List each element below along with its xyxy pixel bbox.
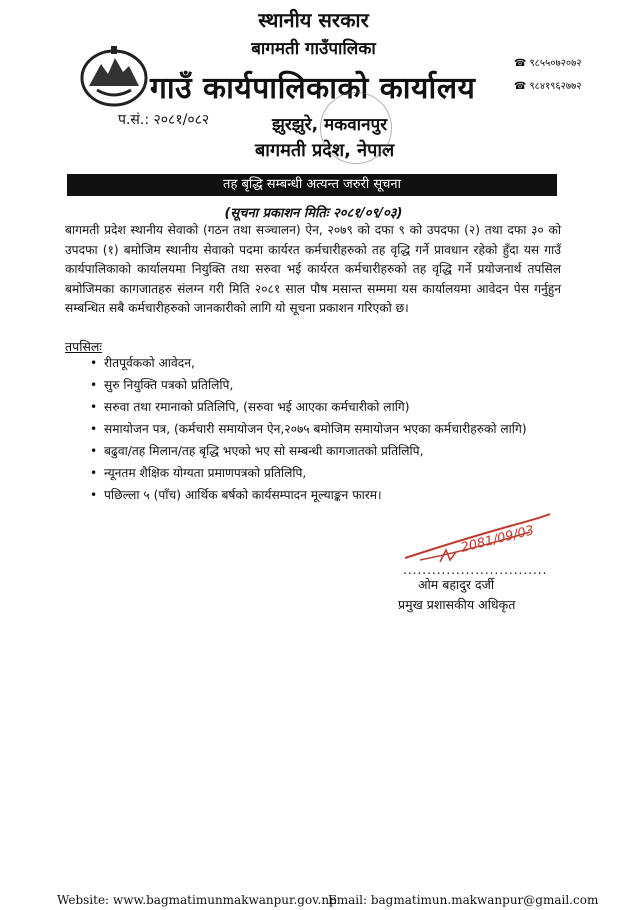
notice-body: बागमती प्रदेश स्थानीय सेवाको (गठन तथा सञ्चालन) ऐन, २०७९ को दफा ९ को उपदफा (२) तथा दफा ३० को उपदफा (१) बमोजिम स्थानीय सेवाको पदमा कार्यरत कर्मचारीहरुको तह वृद्धि गर्ने प्रावधान रहेको हुँदा यस गाउँ कार्यपालिकाको कार्यालयमा नियुक्ति तथा सरुवा भई कार्यरत कर्मचारीहरुको तह वृद्धि गर्ने प्रयोजनार्थ तपसिल बमोजिमका कागजातहरु संलग्न गरी मिति २०८१ साल पौष मसान्त सम्ममा यस कार्यालयमा आवेदन पेस गर्नुहुन सम्बन्धित सबै कर्मचारीहरुको जानकारीको लागि यो सूचना प्रकाशन गरिएको छ। <box>65 223 561 315</box>
official-stamp <box>320 92 392 164</box>
reference-number: प.सं.: २०८१/०८२ <box>118 112 210 128</box>
phone-icon: ☎ <box>514 58 527 69</box>
signature-line: .............................. <box>403 563 548 577</box>
signer-title: प्रमुख प्रशासकीय अधिकृत <box>398 597 516 612</box>
office-title: गाउँ कार्यपालिकाको कार्यालय <box>150 71 476 106</box>
document-list <box>90 352 527 506</box>
list-item: • बढुवा/तह मिलान/तह बृद्धि भएको भए सो सम्बन्धी कागजातको प्रतिलिपि, <box>90 440 527 462</box>
list-item: • रीतपूर्वकको आवेदन, <box>90 352 527 374</box>
list-item: • न्यूनतम शैक्षिक योग्यता प्रमाणपत्रको प्रतिलिपि, <box>90 462 527 484</box>
signer-name: ओम बहादुर दर्जी <box>418 577 495 592</box>
list-item: • सरुवा तथा रमानाको प्रतिलिपि, (सरुवा भई आएका कर्मचारीको लागि) <box>90 396 527 418</box>
list-item: • पछिल्ला ५ (पाँच) आर्थिक बर्षको कार्यसम्पादन मूल्याङ्कन फारम। <box>90 484 527 506</box>
notice-title: तह बृद्धि सम्बन्धी अत्यन्त जरुरी सूचना <box>67 174 557 196</box>
office-location: झुरझुरे, मकवानपुर <box>272 115 388 135</box>
notice-date: (सूचना प्रकाशन मितिः २०८१/०९/०३) <box>224 206 403 221</box>
phone-icon: ☎ <box>514 81 527 92</box>
phone-number-1: ☎ ९८५५०७२०७२ <box>514 58 582 69</box>
website-link[interactable]: Website: www.bagmatimunmakwanpur.gov.np <box>57 893 337 907</box>
municipality-name: बागमती गाउँपालिका <box>251 39 376 59</box>
list-heading: तपसिलः <box>65 339 102 354</box>
signature-image <box>400 510 560 570</box>
office-province: बागमती प्रदेश, नेपाल <box>255 140 395 161</box>
email-link[interactable]: Email: bagmatimun.makwanpur@gmail.com <box>328 893 599 907</box>
phone-number-2: ☎ ९८४१९६२७७२ <box>514 81 582 92</box>
list-item: • समायोजन पत्र, (कर्मचारी समायोजन ऐन,२०७५ बमोजिम समायोजन भएका कर्मचारीहरुको लागि) <box>90 418 527 440</box>
signature-date: 2081/09/03 <box>459 523 536 556</box>
list-item: • सुरु नियुक्ति पत्रको प्रतिलिपि, <box>90 374 527 396</box>
government-label: स्थानीय सरकार <box>258 8 369 32</box>
